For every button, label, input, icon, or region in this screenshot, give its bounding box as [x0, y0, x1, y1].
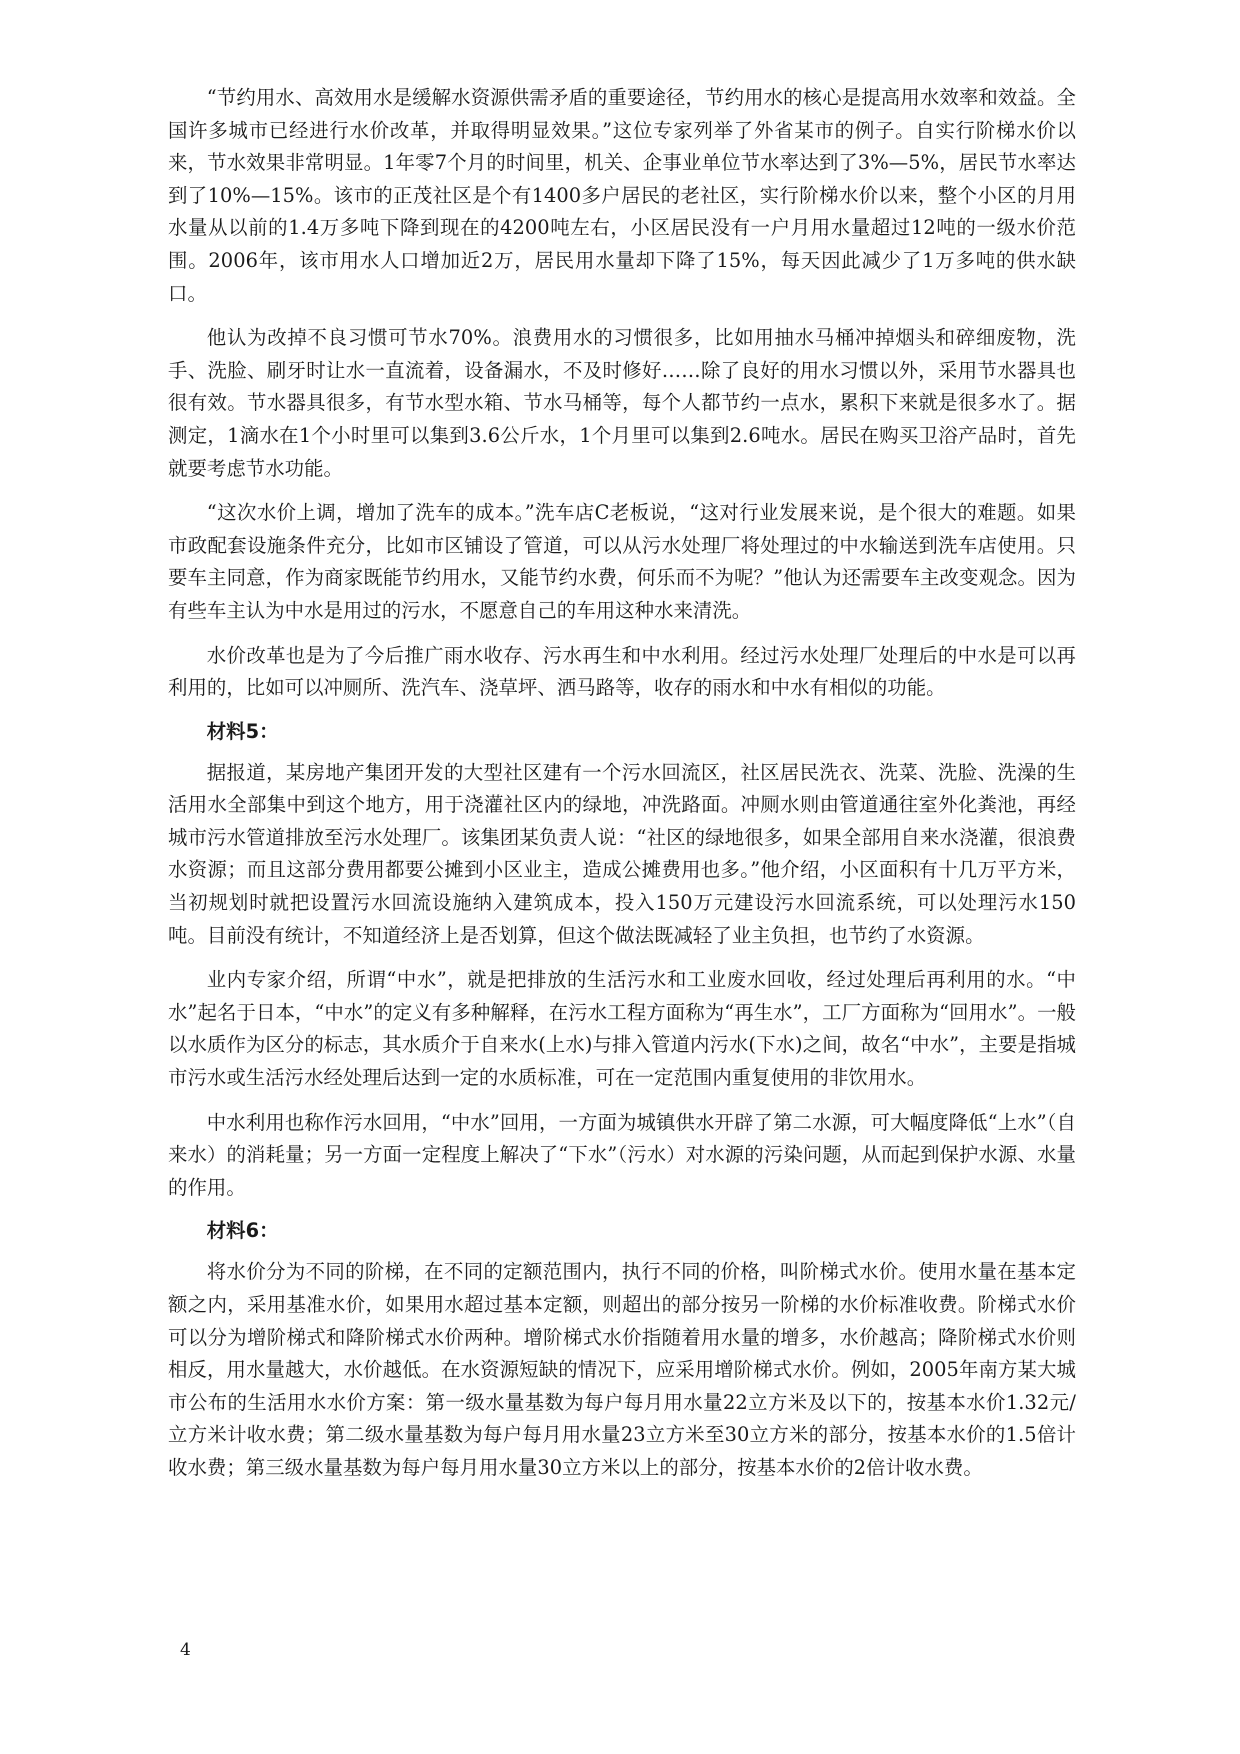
- paragraph-car-wash: “这次水价上调，增加了洗车的成本。”洗车店C老板说，“这对行业发展来说，是个很大的难题。如果市政配套设施条件充分，比如市区铺设了管道，可以从污水处理厂将处理过的中水输送到洗车店使用。只要车主同意，作为商家既能节约用水，又能节约水费，何乐而不为呢？”他认为还需要车主改变观念。因为有些车主认为中水是用过的污水，不愿意自己的车用这种水来清洗。: [168, 501, 1076, 622]
- paragraph-reclaimed-water-use: 中水利用也称作污水回用，“中水”回用，一方面为城镇供水开辟了第二水源，可大幅度降低“上水”（自来水）的消耗量；另一方面一定程度上解决了“下水”（污水）对水源的污染问题，从而起到保护水源、水量的作用。: [168, 1110, 1076, 1199]
- heading-material-5: 材料5：: [206, 719, 279, 743]
- paragraph-water-reform: 水价改革也是为了今后推广雨水收存、污水再生和中水利用。经过污水处理厂处理后的中水是可以再利用的，比如可以冲厕所、洗汽车、浇草坪、洒马路等，收存的雨水和中水有相似的功能。: [168, 643, 1076, 700]
- paragraph-reclaimed-water-definition: 业内专家介绍，所谓“中水”，就是把排放的生活污水和工业废水回收，经过处理后再利用的水。“中水”起名于日本，“中水”的定义有多种解释，在污水工程方面称为“再生水”，工厂方面称为“回用水”。一般以水质作为区分的标志，其水质介于自来水(上水)与排入管道内污水(下水)之间，故名“中水”，主要是指城市污水或生活污水经处理后达到一定的水质标准，可在一定范围内重复使用的非饮用水。: [168, 968, 1076, 1090]
- document-body: [168, 82, 1076, 1497]
- page-number: 4: [180, 1640, 191, 1660]
- paragraph-water-saving-expert: “节约用水、高效用水是缓解水资源供需矛盾的重要途径，节约用水的核心是提高用水效率和效益。全国许多城市已经进行水价改革，并取得明显效果。”这位专家列举了外省某市的例子。自实行阶梯水价以来，节水效果非常明显。1年零7个月的时间里，机关、企事业单位节水率达到了3%—5%，居民节水率达到了10%—15%。该市的正茂社区是个有1400多户居民的老社区，实行阶梯水价以来，整个小区的月用水量从以前的1.4万多吨下降到现在的4200吨左右，小区居民没有一户月用水量超过12吨的一级水价范围。2006年，该市用水人口增加近2万，居民用水量却下降了15%，每天因此减少了1万多吨的供水缺口。: [168, 86, 1076, 305]
- paragraph-habits: 他认为改掉不良习惯可节水70%。浪费用水的习惯很多，比如用抽水马桶冲掉烟头和碎细废物，洗手、洗脸、刷牙时让水一直流着，设备漏水，不及时修好……除了良好的用水习惯以外，采用节水器具也很有效。节水器具很多，有节水型水箱、节水马桶等，每个人都节约一点水，累积下来就是很多水了。据测定，1滴水在1个小时里可以集到3.6公斤水，1个月里可以集到2.6吨水。居民在购买卫浴产品时，首先就要考虑节水功能。: [168, 326, 1076, 480]
- heading-material-6: 材料6：: [206, 1219, 279, 1243]
- paragraph-tiered-pricing: 将水价分为不同的阶梯，在不同的定额范围内，执行不同的价格，叫阶梯式水价。使用水量在基本定额之内，采用基准水价，如果用水超过基本定额，则超出的部分按另一阶梯的水价标准收费。阶梯式水价可以分为增阶梯式和降阶梯式水价两种。增阶梯式水价指随着用水量的增多，水价越高；降阶梯式水价则相反，用水量越大，水价越低。在水资源短缺的情况下，应采用增阶梯式水价。例如，2005年南方某大城市公布的生活用水水价方案：第一级水量基数为每户每月用水量22立方米及以下的，按基本水价1.32元/立方米计收水费；第二级水量基数为每户每月用水量23立方米至30立方米的部分，按基本水价的1.5倍计收水费；第三级水量基数为每户每月用水量30立方米以上的部分，按基本水价的2倍计收水费。: [168, 1260, 1076, 1479]
- paragraph-community-reflux: 据报道，某房地产集团开发的大型社区建有一个污水回流区，社区居民洗衣、洗菜、洗脸、洗澡的生活用水全部集中到这个地方，用于浇灌社区内的绿地，冲洗路面。冲厕水则由管道通往室外化粪池，再经城市污水管道排放至污水处理厂。该集团某负责人说：“社区的绿地很多，如果全部用自来水浇灌，很浪费水资源；而且这部分费用都要公摊到小区业主，造成公摊费用也多。”他介绍，小区面积有十几万平方米，当初规划时就把设置污水回流设施纳入建筑成本，投入150万元建设污水回流系统，可以处理污水150吨。目前没有统计，不知道经济上是否划算，但这个做法既减轻了业主负担，也节约了水资源。: [168, 760, 1076, 947]
